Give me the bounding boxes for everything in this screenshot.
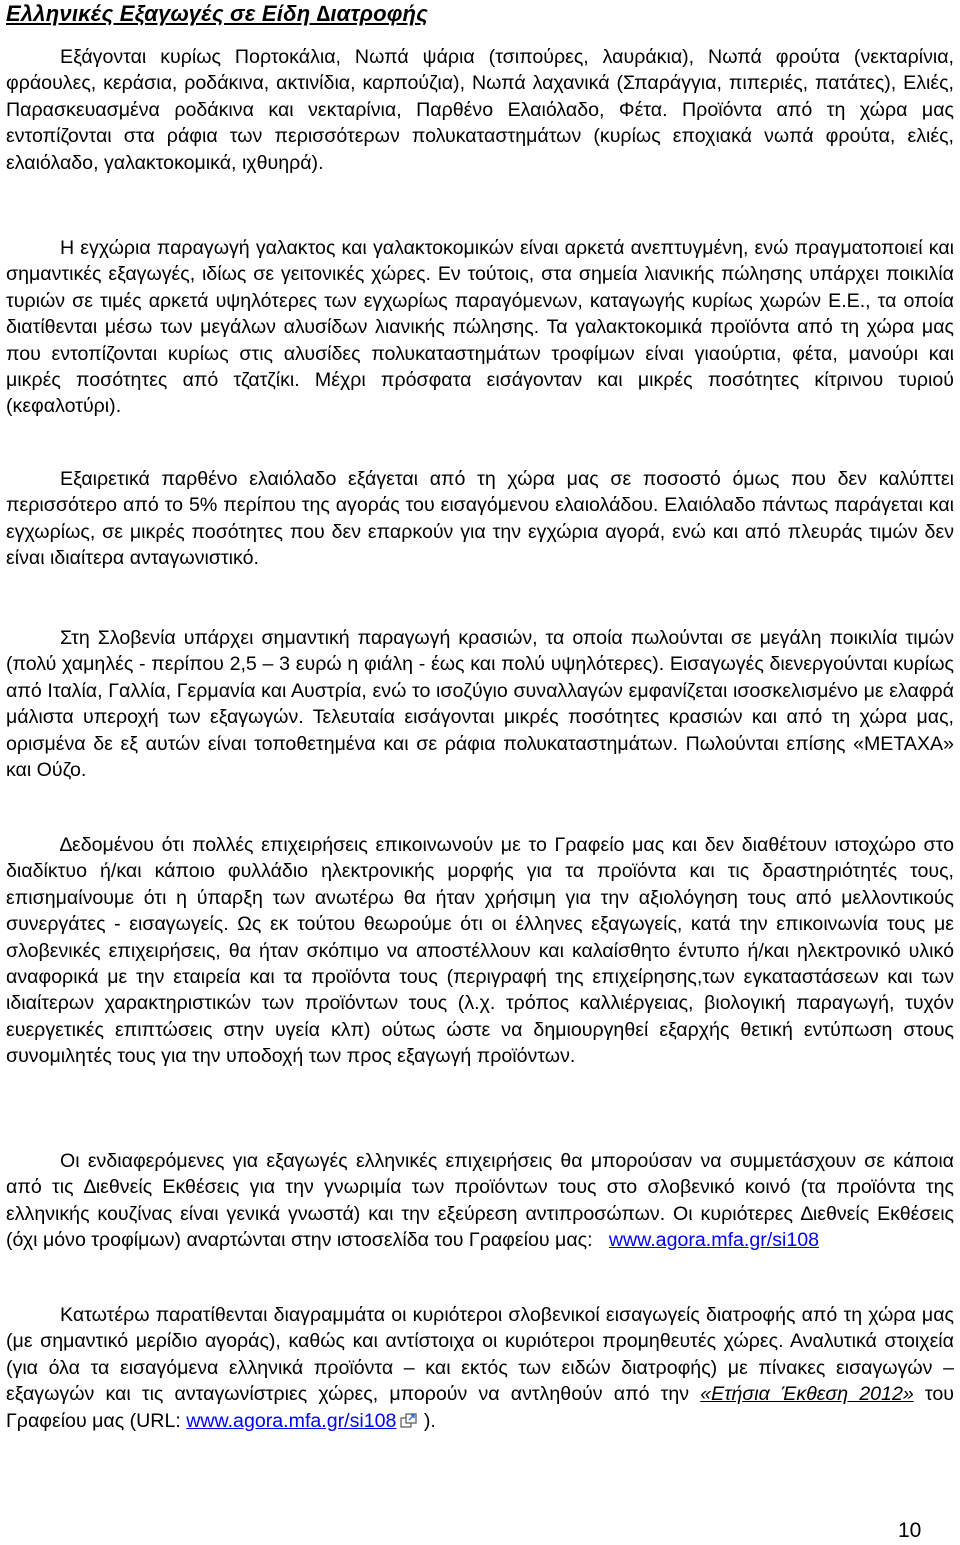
paragraph-wine: Στη Σλοβενία υπάρχει σημαντική παραγωγή κρασιών, τα οποία πωλούνται σε μεγάλη ποικιλία τιμών (πολύ χαμηλές - περίπου 2,5 – 3 ευρώ η φιάλη - έως και πολύ υψηλότερες). Εισαγωγές διενεργούνται κυρίως από Ιταλία, Γαλλία, Γερμανία και Αυστρία, ενώ το ισοζύγιο συναλλαγών εμφανίζεται ισοσκελισμένο με ελαφρά μάλιστα υπεροχή των εξαγωγών. Τελευταία εισάγονται μικρές ποσότητες κρασιών και από τη χώρα μας, ορισμένα δε εξ αυτών είναι τοποθετημένα και σε ράφια πολυκαταστημάτων. Πωλούνται επίσης «ΜΕΤΑΧΑ» και Ούζο. <box>6 627 954 782</box>
office-website-link[interactable]: www.agora.mfa.gr/si108 <box>608 1229 820 1252</box>
paragraph-dairy: Η εγχώρια παραγωγή γαλακτος και γαλακτοκομικών είναι αρκετά ανεπτυγμένη, ενώ πραγματοποιεί και σημαντικές εξαγωγές, ιδίως σε γειτονικές χώρες. Εν τούτοις, στα σημεία λιανικής πώλησης υπάρχει ποικιλία τυριών σε τιμές αρκετά υψηλότερες των εγχωρίως παραγόμενων, καταγωγής κυρίως χωρών Ε.Ε., τα οποία διατίθενται μέσω των μεγάλων αλυσίδων λιανικής πώλησης. Τα γαλακτοκομικά προϊόντα από τη χώρα μας που εντοπίζονται κυρίως στις αλυσίδες πολυκαταστημάτων τροφίμων είναι γιαούρτια, φέτα, μανούρι και μικρές ποσότητες από τζατζίκι. Μέχρι πρόσφατα εισάγονταν και μικρές ποσότητες κίτρινου τυριού (κεφαλοτύρι). <box>6 237 954 418</box>
paragraph-importers-text: Κατωτέρω παρατίθενται διαγραμμάτα οι κυριότεροι σλοβενικοί εισαγωγείς διατροφής από τη χώρα μας (με σημαντικό μερίδιο αγοράς), καθώς και αντίστοιχα οι κυριότεροι προμηθευτές χώρες. Αναλυτικά στοιχεία (για όλα τα εισαγόμενα ελληνικά προϊόντα – και εκτός των ειδών διατροφής) με πίνακες εισαγωγών – εξαγωγών και τις ανταγωνίστριες χώρες, μπορούν να αντληθούν από την <box>6 1304 954 1406</box>
paragraph-importers-end: ). <box>423 1409 436 1432</box>
paragraph-importers-text-2: του Γραφείου μας (URL: <box>6 1383 954 1432</box>
report-url-link[interactable]: www.agora.mfa.gr/si108 <box>186 1409 397 1432</box>
paragraph-exports: Εξάγονται κυρίως Πορτοκάλια, Νωπά ψάρια (τσιπούρες, λαυράκια), Νωπά φρούτα (νεκταρίνια, φράουλες, κεράσια, ροδάκινα, ακτινίδια, καρπούζια), Νωπά λαχανικά (Σπαράγγια, πιπεριές, πατάτες), Ελιές, Παρασκευασμένα ροδάκινα και νεκταρίνια, Παρθένο Ελαιόλαδο, Φέτα. Προϊόντα από τη χώρα μας εντοπίζονται στα ράφια των περισσότερων πολυκαταστημάτων (κυρίως εποχιακά νωπά φρούτα, ελιές, ελαιόλαδο, γαλακτοκομικά, ιχθυηρά). <box>6 46 954 174</box>
external-link-icon[interactable] <box>400 1413 418 1429</box>
annual-report-title[interactable]: «Ετήσια Έκθεση 2012» <box>700 1383 914 1406</box>
paragraph-olive-oil: Εξαιρετικά παρθένο ελαιόλαδο εξάγεται από τη χώρα μας σε ποσοστό όμως που δεν καλύπτει περισσότερο από το 5% περίπου της αγοράς του εισαγόμενου ελαιολάδου. Ελαιόλαδο πάντως παράγεται και εγχωρίως, σε μικρές ποσότητες που δεν επαρκούν για την εγχώρια αγορά, ενώ και από πλευράς τιμών δεν είναι ιδιαίτερα ανταγωνιστικό. <box>6 468 954 570</box>
section-heading: Ελληνικές Εξαγωγές σε Είδη ∆ιατροφής <box>6 1 429 26</box>
paragraph-companies: ∆εδομένου ότι πολλές επιχειρήσεις επικοινωνούν με το Γραφείο μας και δεν διαθέτουν ιστοχώρο στο διαδίκτυο ή/και κάποιο φυλλάδιο ηλεκτρονικής μορφής για τα προϊόντα και τις δραστηριότητές τους, επισημαίνουμε ότι η ύπαρξη των ανωτέρω θα ήταν χρήσιμη για την αξιολόγηση τους από μελλοντικούς συνεργάτες - εισαγωγείς. Ως εκ τούτου θεωρούμε ότι οι έλληνες εξαγωγείς, κατά την επικοινωνία τους με σλοβενικές επιχειρήσεις, θα ήταν σκόπιμο να αποστέλλουν και καλαίσθητο έντυπο ή/και ηλεκτρονικό υλικό αναφορικά με την εταιρεία και τα προϊόντα τους (περιγραφή της επιχείρησης,των εγκαταστάσεων και των ιδιαίτερων χαρακτηριστικών των προϊόντων τους (λ.χ. τρόπος καλλιέργειας, βιολογική παραγωγή, τυχόν ευεργετικές επιπτώσεις στην υγεία κλπ) ούτως ώστε να δημιουργηθεί εξαρχής θετική εντύπωση στους συνομιλητές τους για την υποδοχή των προς εξαγωγή προϊόντων. <box>6 834 954 1068</box>
paragraph-fairs <box>6 1148 954 1254</box>
paragraph-fairs-text: Οι ενδιαφερόμενες για εξαγωγές ελληνικές επιχειρήσεις θα μπορούσαν να συμμετάσχουν σε κάποια από τις ∆ιεθνείς Εκθέσεις για την γνωριμία των προϊόντων τους στο σλοβενικό κοινό (τα προϊόντα της ελληνικής κουζίνας είναι γενικά γνωστά) και την εξεύρεση αντιπροσώπων. Οι κυριότερες ∆ιεθνείς Εκθέσεις (όχι μόνο τροφίμων) αναρτώνται στην ιστοσελίδα του Γραφείου μας: <box>6 1150 954 1252</box>
paragraph-importers <box>6 1302 954 1434</box>
page-number: 10 <box>898 1519 922 1542</box>
